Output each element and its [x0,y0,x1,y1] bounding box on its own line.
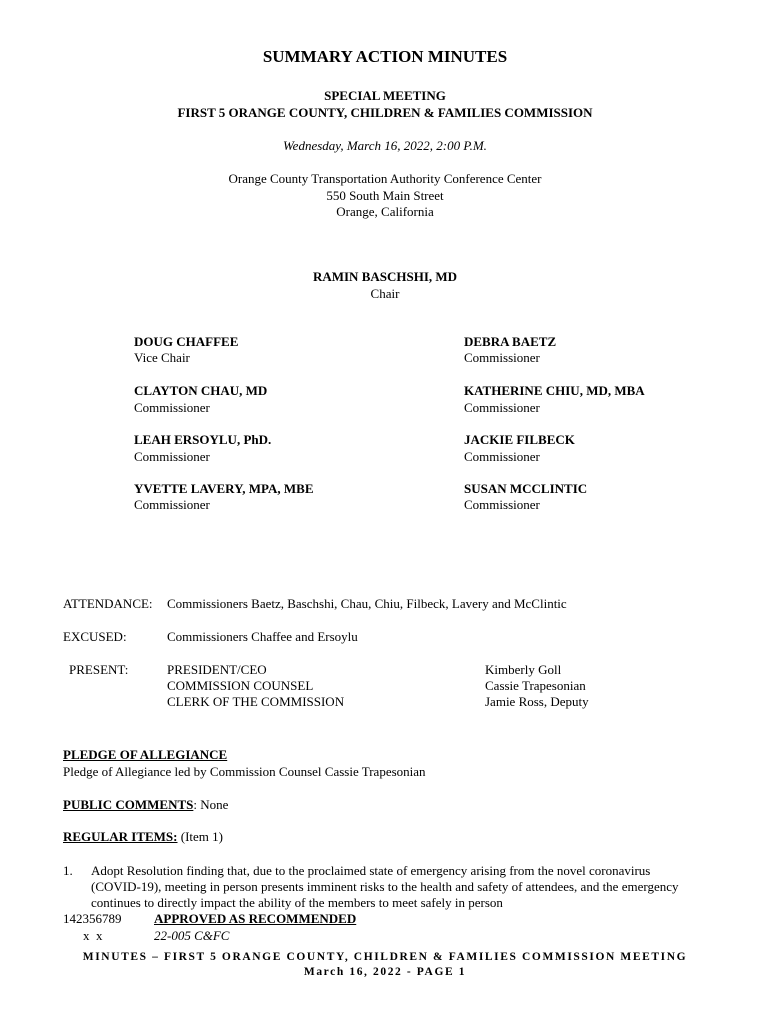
present-label: PRESENT: [69,662,129,677]
member-role: Commissioner [464,449,540,464]
footer-line-1: MINUTES – FIRST 5 ORANGE COUNTY, CHILDREN & FAMILIES COMMISSION MEETING [82,951,688,963]
present-title: COMMISSION COUNSEL [167,678,314,693]
member-name: DOUG CHAFFEE [134,334,239,349]
chair-name: RAMIN BASCHSHI, MD [312,269,458,284]
attendance-label: ATTENDANCE: [63,596,153,611]
excused-value: Commissioners Chaffee and Ersoylu [167,629,358,644]
item-number: 1. [63,863,73,878]
member-name: CLAYTON CHAU, MD [134,383,268,398]
member-role: Commissioner [134,449,210,464]
item-text: Adopt Resolution finding that, due to the proclaimed state of emergency arising from the novel coronavirus (COVID-19), meeting in person presents imminent risks to the health and safety of attendees, and the emergency continues to directly impact the ability of the members to meet safely in person [91,863,679,910]
member-role: Commissioner [134,497,210,512]
member-name: KATHERINE CHIU, MD, MBA [464,383,645,398]
venue-city: Orange, California [336,204,434,219]
attendance-value: Commissioners Baetz, Baschshi, Chau, Chiu, Filbeck, Lavery and McClintic [167,596,567,611]
member-name: DEBRA BAETZ [464,334,557,349]
member-name: JACKIE FILBECK [464,432,575,447]
footer-line-2: March 16, 2022 - PAGE 1 [303,966,467,978]
regular-items-text: (Item 1) [177,829,223,844]
public-comments-heading: PUBLIC COMMENTS [63,797,194,812]
member-role: Commissioner [464,350,540,365]
excused-label: EXCUSED: [63,629,127,644]
regular-items-line [63,829,223,845]
venue-street: 550 South Main Street [326,188,444,203]
vote-numbers: 142356789 [63,911,122,926]
present-name: Cassie Trapesonian [485,678,586,693]
member-name: LEAH ERSOYLU, PhD. [134,432,272,447]
member-role: Commissioner [134,400,210,415]
public-comments-line [63,797,228,813]
present-name: Kimberly Goll [485,662,562,677]
vote-marks: x x [83,928,103,943]
pledge-text: Pledge of Allegiance led by Commission Counsel Cassie Trapesonian [63,764,426,779]
member-role: Commissioner [464,400,540,415]
commission-name: FIRST 5 ORANGE COUNTY, CHILDREN & FAMILIES COMMISSION [177,105,593,120]
meeting-type: SPECIAL MEETING [324,88,446,103]
present-title: CLERK OF THE COMMISSION [167,694,345,709]
present-name: Jamie Ross, Deputy [485,694,589,709]
member-role: Commissioner [464,497,540,512]
meeting-datetime: Wednesday, March 16, 2022, 2:00 P.M. [283,138,487,153]
member-name: YVETTE LAVERY, MPA, MBE [134,481,314,496]
member-role: Vice Chair [134,350,190,365]
member-name: SUSAN MCCLINTIC [464,481,588,496]
item-action: APPROVED AS RECOMMENDED [154,911,357,926]
present-title: PRESIDENT/CEO [167,662,267,677]
pledge-heading: PLEDGE OF ALLEGIANCE [63,747,228,762]
document-title: SUMMARY ACTION MINUTES [262,47,508,66]
venue-name: Orange County Transportation Authority Conference Center [228,171,542,186]
item-reference: 22-005 C&FC [154,928,230,943]
chair-role: Chair [370,286,400,301]
regular-items-heading: REGULAR ITEMS: [63,829,178,844]
public-comments-text: : None [193,797,229,812]
